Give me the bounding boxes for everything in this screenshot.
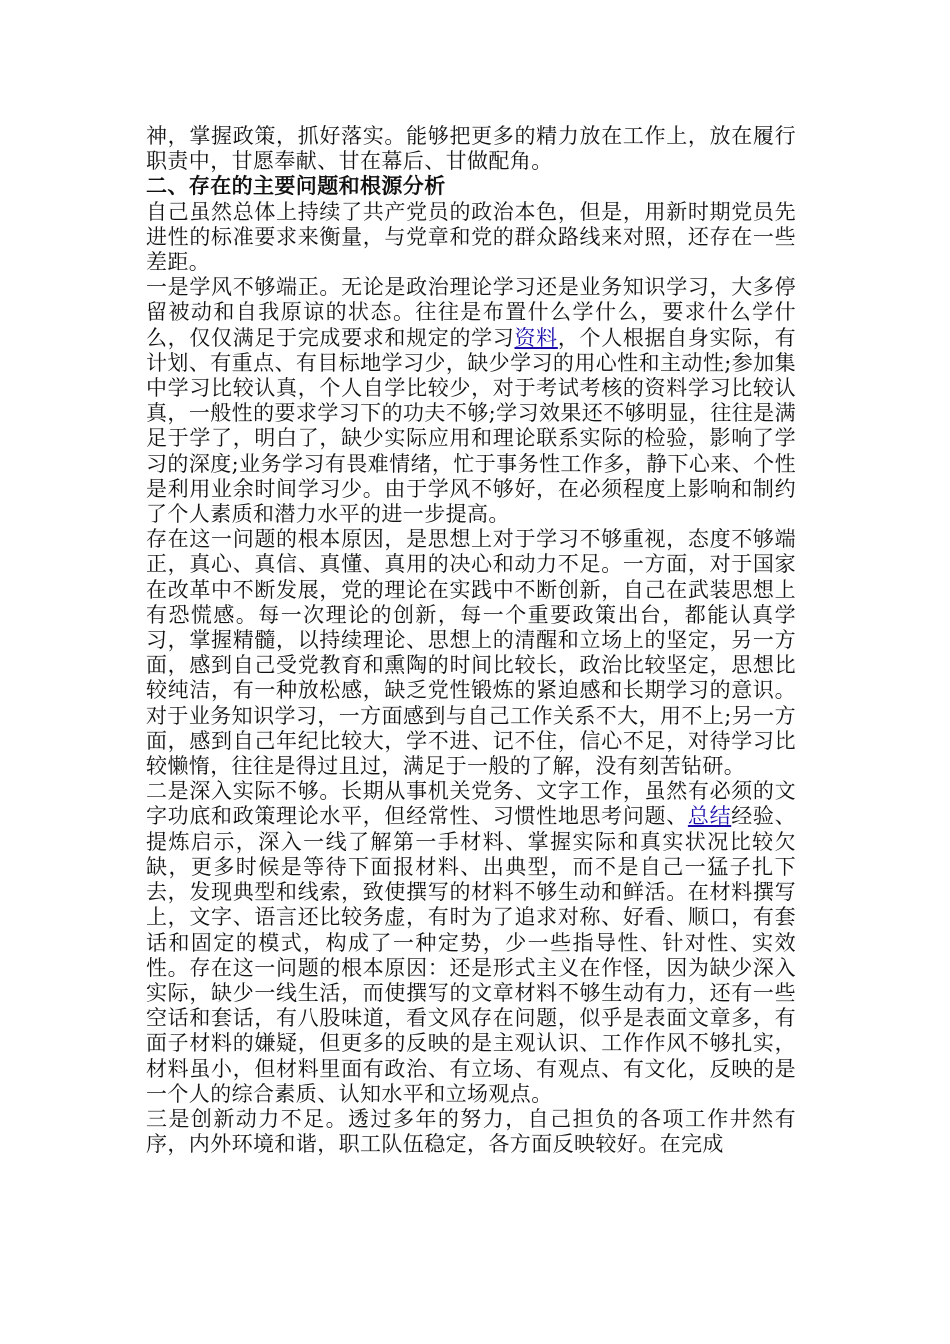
document-body (146, 124, 796, 1157)
paragraph-practice-text-a: 二是深入实际不够。长期从事机关党务、文字工作，虽然有必须的文字功底和政策理论水平，但经常性、习惯性地思考问题、 (146, 779, 796, 829)
paragraph-study-style-text-a: 一是学风不够端正。无论是政治理论学习还是业务知识学习，大多停留被动和自我原谅的状态。往往是布置什么学什么，要求什么学什么，仅仅满足于完成要求和规定的学习 (146, 275, 796, 350)
paragraph-intro-continuation: 神，掌握政策，抓好落实。能够把更多的精力放在工作上，放在履行职责中，甘愿奉献、甘在幕后、甘做配角。 (146, 124, 796, 174)
paragraph-practice-text-b: 经验、提炼启示，深入一线了解第一手材料、掌握实际和真实状况比较欠缺，更多时候是等待下面报材料、出典型，而不是自己一猛子扎下去，发现典型和线索，致使撰写的材料不够生动和鲜活。在材料撰写上，文字、语言还比较务虚，有时为了追求对称、好看、顺口，有套话和固定的模式，构成了一种定势，少一些指导性、针对性、实效性。存在这一问题的根本原因：还是形式主义在作怪，因为缺少深入实际，缺少一线生活，而使撰写的文章材料不够生动有力，还有一些空话和套话，有八股味道，看文风存在问题，似乎是表面文章多，有面子材料的嫌疑，但更多的反映的是主观认识、工作作风不够扎实，材料虽小，但材料里面有政治、有立场、有观点、有文化，反映的是一个人的综合素质、认知水平和立场观点。 (146, 804, 797, 1106)
section-heading: 二、存在的主要问题和根源分析 (146, 174, 446, 199)
paragraph-overview: 自己虽然总体上持续了共产党员的政治本色，但是，用新时期党员先进性的标准要求来衡量，与党章和党的群众路线来对照，还存在一些差距。 (146, 199, 796, 275)
paragraph-root-cause: 存在这一问题的根本原因，是思想上对于学习不够重视，态度不够端正，真心、真信、真懂、真用的决心和动力不足。一方面，对于国家在改革中不断发展，党的理论在实践中不断创新，自己在武装思想上有恐慌感。每一次理论的创新，每一个重要政策出台，都能认真学习，掌握精髓，以持续理论、思想上的清醒和立场上的坚定，另一方面，感到自己受党教育和熏陶的时间比较长，政治比较坚定，思想比较纯洁，有一种放松感，缺乏党性锻炼的紧迫感和长期学习的意识。对于业务知识学习，一方面感到与自己工作关系不大，用不上;另一方面，感到自己年纪比较大，学不进、记不住，信心不足，对待学习比较懒惰，往往是得过且过，满足于一般的了解，没有刻苦钻研。 (146, 527, 796, 779)
link-summary[interactable]: 总结 (687, 804, 732, 829)
link-materials[interactable]: 资料 (514, 325, 558, 350)
paragraph-study-style (146, 275, 796, 527)
paragraph-practice (146, 779, 796, 1107)
paragraph-study-style-text-b: ，个人根据自身实际，有计划、有重点、有目标地学习少，缺少学习的用心性和主动性;参加集中学习比较认真，个人自学比较少，对于考试考核的资料学习比较认真，一般性的要求学习下的功夫不够;学习效果还不够明显，往往是满足于学了，明白了，缺少实际应用和理论联系实际的检验，影响了学习的深度;业务学习有畏难情绪，忙于事务性工作多，静下心来、个性是利用业余时间学习少。由于学风不够好，在必须程度上影响和制约了个人素质和潜力水平的进一步提高。 (146, 325, 796, 527)
paragraph-innovation: 三是创新动力不足。透过多年的努力，自己担负的各项工作井然有序，内外环境和谐，职工队伍稳定，各方面反映较好。在完成 (146, 1106, 796, 1157)
